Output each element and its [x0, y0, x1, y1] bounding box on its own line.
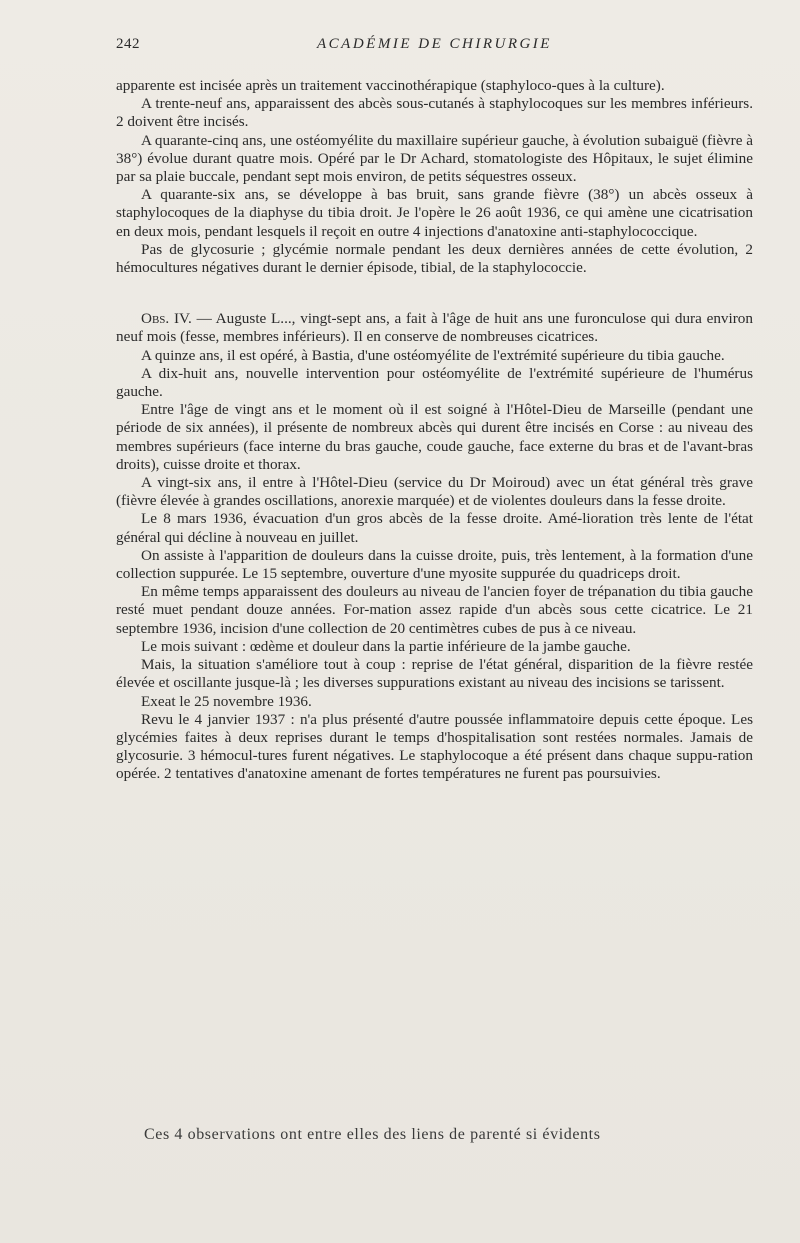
paragraph: Entre l'âge de vingt ans et le moment où il est soigné à l'Hôtel-Dieu de Marseille (pendant une période de six années), il présente de nombreux abcès qui durent être incisés en Corse : au niveau des membres supérieurs (face interne du bras gauche, coude gauche, face externe du bras et de l'avant-bras droits), cuisse droite et thorax.: [116, 401, 753, 473]
body-text: [116, 77, 753, 784]
paragraph: A trente-neuf ans, apparaissent des abcès sous-cutanés à staphylocoques sur les membres inférieurs. 2 doivent être incisés.: [116, 95, 753, 131]
observation-label: Obs. IV.: [141, 310, 192, 328]
paragraph: Revu le 4 janvier 1937 : n'a plus présenté d'autre poussée inflammatoire depuis cette époque. Les glycémies faites à deux reprises durant le temps d'hospitalisation sont restées normales. Jamais de glycosurie. 3 hémocul-tures furent négatives. Le staphylocoque a été présent dans chaque suppu-ration opérée. 2 tentatives d'anatoxine amenant de fortes températures ne furent pas poursuivies.: [116, 710, 753, 783]
paragraph: A vingt-six ans, il entre à l'Hôtel-Dieu (service du Dr Moiroud) avec un état général très grave (fièvre élevée à grandes oscillations, anorexie marquée) et de violentes douleurs dans la fesse droite.: [116, 474, 753, 510]
observation-text: — Auguste L..., vingt-sept ans, a fait à l'âge de huit ans une furonculose qui dura environ neuf mois (fesse, membres inférieurs). Il en conserve de nombreuses cicatrices.: [116, 310, 753, 346]
running-title: ACADÉMIE DE CHIRURGIE: [317, 36, 552, 52]
paragraph: Mais, la situation s'améliore tout à coup : reprise de l'état général, disparition de la fièvre restée élevée et oscillante jusque-là ; les diverses suppurations existant au niveau des incisions se tarissent.: [116, 656, 753, 692]
paragraph: Exeat le 25 novembre 1936.: [141, 692, 312, 710]
page-header: [116, 36, 753, 58]
paragraph: Le mois suivant : œdème et douleur dans la partie inférieure de la jambe gauche.: [141, 637, 631, 655]
observation-paragraph: [116, 310, 753, 346]
paragraph: A quarante-six ans, se développe à bas bruit, sans grande fièvre (38°) un abcès osseux à staphylocoques de la diaphyse du tibia droit. Je l'opère le 26 août 1936, ce qui amène une cicatrisation en deux mois, pendant lesquels il reçoit en outre 4 injections d'anatoxine anti-staphylococcique.: [116, 186, 753, 240]
paragraph: A dix-huit ans, nouvelle intervention pour ostéomyélite de l'extrémité supérieure de l'humérus gauche.: [116, 364, 753, 401]
page-number: 242: [116, 36, 140, 52]
paragraph: A quinze ans, il est opéré, à Bastia, d'une ostéomyélite de l'extrémité supérieure du tibia gauche.: [141, 346, 725, 364]
paragraph: On assiste à l'apparition de douleurs dans la cuisse droite, puis, très lentement, à la formation d'une collection suppurée. Le 15 septembre, ouverture d'une myosite suppurée du quadriceps droit.: [116, 546, 753, 583]
paragraph: Le 8 mars 1936, évacuation d'un gros abcès de la fesse droite. Amé-lioration très lente de l'état général qui décline à nouveau en juillet.: [116, 510, 753, 546]
paragraph: En même temps apparaissent des douleurs au niveau de l'ancien foyer de trépanation du tibia gauche resté muet pendant douze années. For-mation assez rapide d'un abcès sous cette cicatrice. Le 21 septembre 1936, incision d'une collection de 20 centimètres cubes de pus à ce niveau.: [116, 583, 753, 637]
paragraph: apparente est incisée après un traitement vaccinothérapique (staphyloco-ques à la culture).: [116, 77, 665, 94]
closing-line: Ces 4 observations ont entre elles des liens de parenté si évidents: [144, 1126, 601, 1143]
paragraph: Pas de glycosurie ; glycémie normale pendant les deux dernières années de cette évolution, 2 hémocultures négatives durant le dernier épisode, tibial, de la staphylococcie.: [116, 240, 753, 277]
paragraph: A quarante-cinq ans, une ostéomyélite du maxillaire supérieur gauche, à évolution subaiguë (fièvre à 38°) évolue durant quatre mois. Opéré par le Dr Achard, stomatologiste des Hôpitaux, le sujet élimine par sa plaie buccale, pendant sept mois environ, de petits séquestres osseux.: [116, 131, 753, 186]
